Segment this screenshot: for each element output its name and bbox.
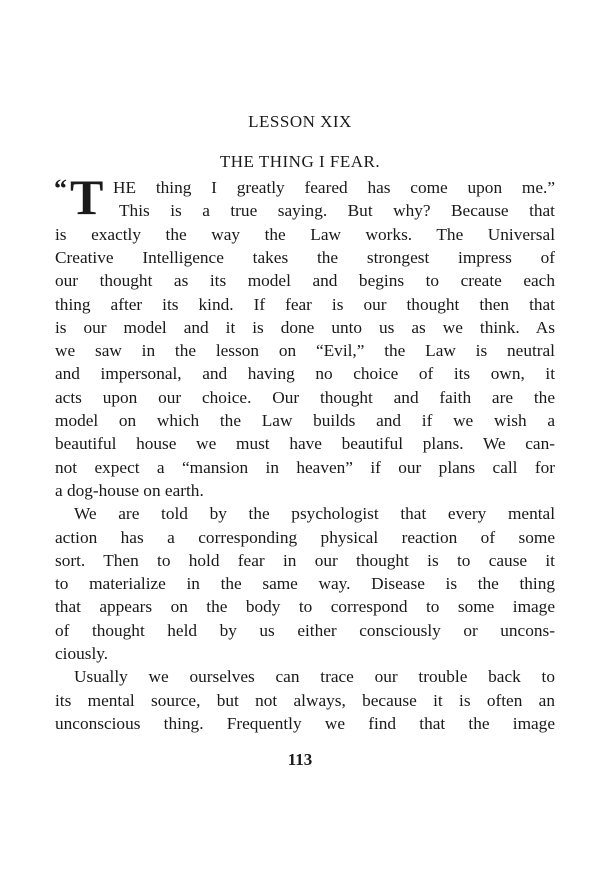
text-line: and impersonal, and having no choice of its own, it	[55, 364, 555, 384]
text-line: model on which the Law builds and if we wish a	[55, 411, 555, 430]
text-line: thing after its kind. If fear is our thought then that	[55, 294, 555, 314]
text-line: is exactly the way the Law works. The Universal	[55, 224, 555, 244]
chapter-title: THE THING I FEAR.	[219, 152, 381, 171]
text-line: that appears on the body to correspond to some image	[55, 597, 555, 617]
lesson-heading: LESSON XIX	[248, 112, 352, 131]
text-line: action has a corresponding physical reaction of some	[55, 527, 555, 547]
drop-cap-quote: “	[54, 174, 67, 203]
text-line: This is a true saying. But why? Because that	[119, 201, 555, 221]
text-line: Creative Intelligence takes the strongest impress of	[55, 247, 555, 267]
text-line: acts upon our choice. Our thought and faith are the	[55, 387, 555, 407]
text-line: Usually we ourselves can trace our trouble back to	[74, 667, 555, 687]
text-line: not expect a “mansion in heaven” if our plans call for	[55, 457, 555, 477]
text-line: its mental source, but not always, because it is often an	[55, 690, 555, 710]
text-line: unconscious thing. Frequently we find that the image	[55, 713, 555, 733]
page-number: 113	[287, 750, 313, 769]
text-line: a dog-house on earth.	[55, 480, 204, 500]
text-line: is our model and it is done unto us as we think. As	[55, 317, 555, 337]
text-line: our thought as its model and begins to create each	[55, 271, 555, 291]
text-line: to materialize in the same way. Disease is the thing	[55, 574, 555, 594]
drop-cap: T	[70, 169, 104, 225]
text-line: We are told by the psychologist that every mental	[74, 504, 555, 524]
text-line: beautiful house we must have beautiful plans. We can-	[55, 434, 555, 454]
text-line: we saw in the lesson on “Evil,” the Law is neutral	[55, 341, 555, 361]
text-line: ciously.	[55, 644, 109, 663]
text-line: HE thing I greatly feared has come upon me.”	[113, 178, 555, 197]
text-line: of thought held by us either consciously or uncons-	[55, 620, 555, 640]
text-line: sort. Then to hold fear in our thought is to cause it	[55, 550, 555, 570]
